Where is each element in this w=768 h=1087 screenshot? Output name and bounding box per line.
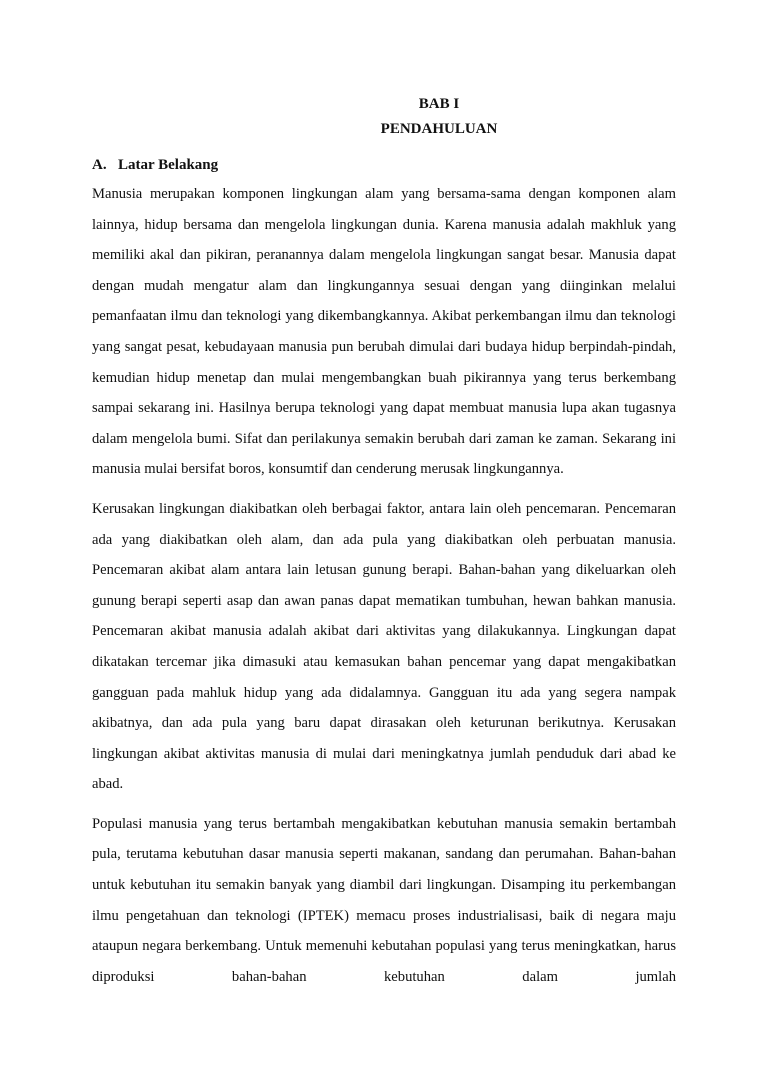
paragraph-2: Kerusakan lingkungan diakibatkan oleh berbagai faktor, antara lain oleh pencemaran. Pencemaran ada yang diakibatkan oleh alam, dan ada pula yang diakibatkan oleh perbuatan manusia. Pencemaran akibat alam antara lain letusan gunung berapi. Bahan-bahan yang dikeluarkan oleh gunung berapi seperti asap dan awan panas dapat mematikan tumbuhan, hewan bahkan manusia. Pencemaran akibat manusia adalah akibat dari aktivitas yang dilakukannya. Lingkungan dapat dikatakan tercemar jika dimasuki atau kemasukan bahan pencemar yang dapat mengakibatkan gangguan pada mahluk hidup yang ada didalamnya. Gangguan itu ada yang segera nampak akibatnya, dan ada pula yang baru dapat dirasakan oleh keturunan berikutnya. Kerusakan lingkungan akibat aktivitas manusia di mulai dari meningkatnya jumlah penduduk dari abad ke abad.: [92, 500, 676, 793]
section-heading: [92, 153, 676, 177]
chapter-title: PENDAHULUAN: [380, 121, 498, 137]
section-title: Latar Belakang: [118, 157, 219, 173]
chapter-number: BAB I: [418, 96, 460, 112]
paragraph-3: Populasi manusia yang terus bertambah mengakibatkan kebutuhan manusia semakin bertambah pula, terutama kebutuhan dasar manusia seperti makanan, sandang dan perumahan. Bahan-bahan untuk kebutuhan itu semakin banyak yang diambil dari lingkungan. Disamping itu perkembangan ilmu pengetahuan dan teknologi (IPTEK) memacu proses industrialisasi, baik di negara maju ataupun negara berkembang. Untuk memenuhi kebutahan populasi yang terus meningkatkan, harus diproduksi bahan-bahan kebutuhan dalam jumlah: [92, 815, 676, 985]
document-page: [92, 92, 676, 992]
paragraph-1: Manusia merupakan komponen lingkungan alam yang bersama-sama dengan komponen alam lainnya, hidup bersama dan mengelola lingkungan dunia. Karena manusia adalah makhluk yang memiliki akal dan pikiran, peranannya dalam mengelola lingkungan sangat besar. Manusia dapat dengan mudah mengatur alam dan lingkungannya sesuai dengan yang diinginkan melalui pemanfaatan ilmu dan teknologi yang dikembangkannya. Akibat perkembangan ilmu dan teknologi yang sangat pesat, kebudayaan manusia pun berubah dimulai dari budaya hidup berpindah-pindah, kemudian hidup menetap dan mulai mengembangkan buah pikirannya yang terus berkembang sampai sekarang ini. Hasilnya berupa teknologi yang dapat membuat manusia lupa akan tugasnya dalam mengelola bumi. Sifat dan perilakunya semakin berubah dari zaman ke zaman. Sekarang ini manusia mulai bersifat boros, konsumtif dan cenderung merusak lingkungannya.: [92, 186, 676, 478]
section-number: A.: [92, 157, 107, 173]
